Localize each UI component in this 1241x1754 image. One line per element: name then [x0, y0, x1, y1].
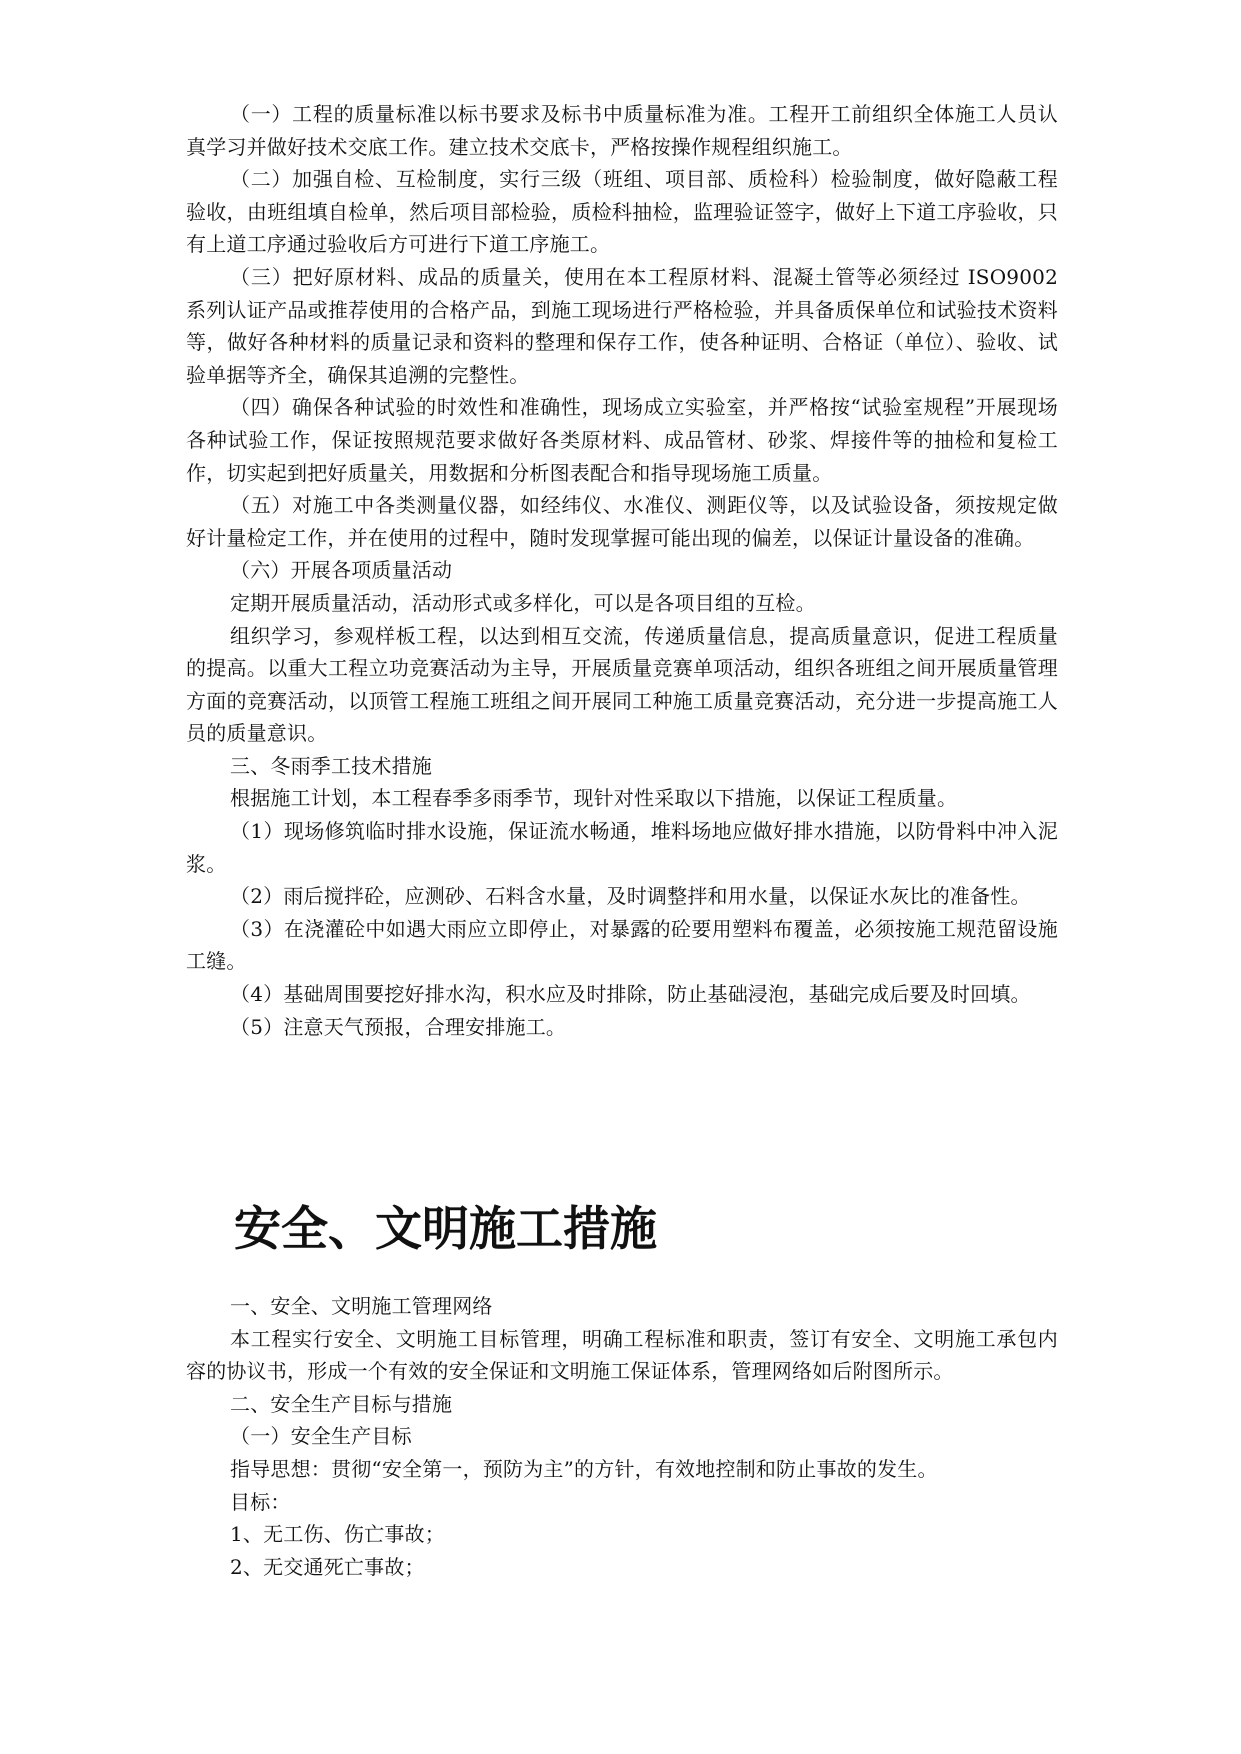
list-item: （2）雨后搅拌砼，应测砂、石料含水量，及时调整拌和用水量，以保证水灰比的准备性。: [230, 884, 1031, 909]
section-heading: 安全、文明施工措施: [234, 1202, 657, 1257]
list-item: 1、无工伤、伤亡事故；: [230, 1522, 445, 1547]
paragraph: （五）对施工中各类测量仪器，如经纬仪、水准仪、测距仪等，以及试验设备，须按规定做好计量检定工作，并在使用的过程中，随时发现掌握可能出现的偏差，以保证计量设备的准确。: [186, 493, 1058, 550]
list-item: （1）现场修筑临时排水设施，保证流水畅通，堆料场地应做好排水措施，以防骨料中冲入泥浆。: [186, 819, 1058, 876]
paragraph: 本工程实行安全、文明施工目标管理，明确工程标准和职责，签订有安全、文明施工承包内容的协议书，形成一个有效的安全保证和文明施工保证体系，管理网络如后附图所示。: [186, 1326, 1058, 1384]
paragraph: 根据施工计划，本工程春季多雨季节，现针对性采取以下措施，以保证工程质量。: [230, 786, 958, 811]
paragraph: 指导思想：贯彻“安全第一，预防为主”的方针，有效地控制和防止事故的发生。: [230, 1456, 938, 1481]
list-item: （3）在浇灌砼中如遇大雨应立即停止，对暴露的砼要用塑料布覆盖，必须按施工规范留设施工缝。: [186, 916, 1058, 974]
paragraph: 目标：: [230, 1489, 291, 1514]
paragraph: 组织学习，参观样板工程，以达到相互交流，传递质量信息，提高质量意识，促进工程质量的提高。以重大工程立功竞赛活动为主导，开展质量竞赛单项活动，组织各班组之间开展质量管理方面的竞赛活动，以顶管工程施工班组之间开展同工种施工质量竞赛活动，充分进一步提高施工人员的质量意识。: [186, 623, 1058, 746]
subheading: （一）安全生产目标: [230, 1424, 412, 1449]
paragraph: （三）把好原材料、成品的质量关，使用在本工程原材料、混凝土管等必须经过 ISO9002 系列认证产品或推荐使用的合格产品，到施工现场进行严格检验，并具备质保单位和试验技术资料等，做好各种材料的质量记录和资料的整理和保存工作，使各种证明、合格证（单位）、验收、试验单据等齐全，确保其追溯的完整性。: [186, 264, 1058, 387]
paragraph: （一）工程的质量标准以标书要求及标书中质量标准为准。工程开工前组织全体施工人员认真学习并做好技术交底工作。建立技术交底卡，严格按操作规程组织施工。: [186, 102, 1058, 159]
paragraph: 定期开展质量活动，活动形式或多样化，可以是各项目组的互检。: [230, 590, 816, 615]
safety-measures-section: [186, 1290, 1058, 1583]
list-item: （4）基础周围要挖好排水沟，积水应及时排除，防止基础浸泡，基础完成后要及时回填。: [230, 982, 1031, 1007]
paragraph: （二）加强自检、互检制度，实行三级（班组、项目部、质检科）检验制度，做好隐蔽工程验收，由班组填自检单，然后项目部检验，质检科抽检，监理验证签字，做好上下道工序验收，只有上道工序通过验收后方可进行下道工序施工。: [186, 167, 1058, 257]
subheading: 一、安全、文明施工管理网络: [230, 1294, 493, 1318]
subheading: （六）开展各项质量活动: [230, 558, 453, 583]
subheading: 二、安全生产目标与措施: [230, 1391, 453, 1416]
paragraph: （四）确保各种试验的时效性和准确性，现场成立实验室，并严格按“试验室规程”开展现场各种试验工作，保证按照规范要求做好各类原材料、成品管材、砂浆、焊接件等的抽检和复检工作，切实起到把好质量关，用数据和分析图表配合和指导现场施工质量。: [186, 395, 1058, 485]
quality-measures-section: [186, 98, 1058, 1043]
list-item: （5）注意天气预报，合理安排施工。: [230, 1014, 567, 1039]
subheading: 三、冬雨季工技术措施: [230, 753, 432, 778]
section-heading-wrap: [186, 1200, 1058, 1260]
list-item: 2、无交通死亡事故；: [230, 1554, 425, 1579]
